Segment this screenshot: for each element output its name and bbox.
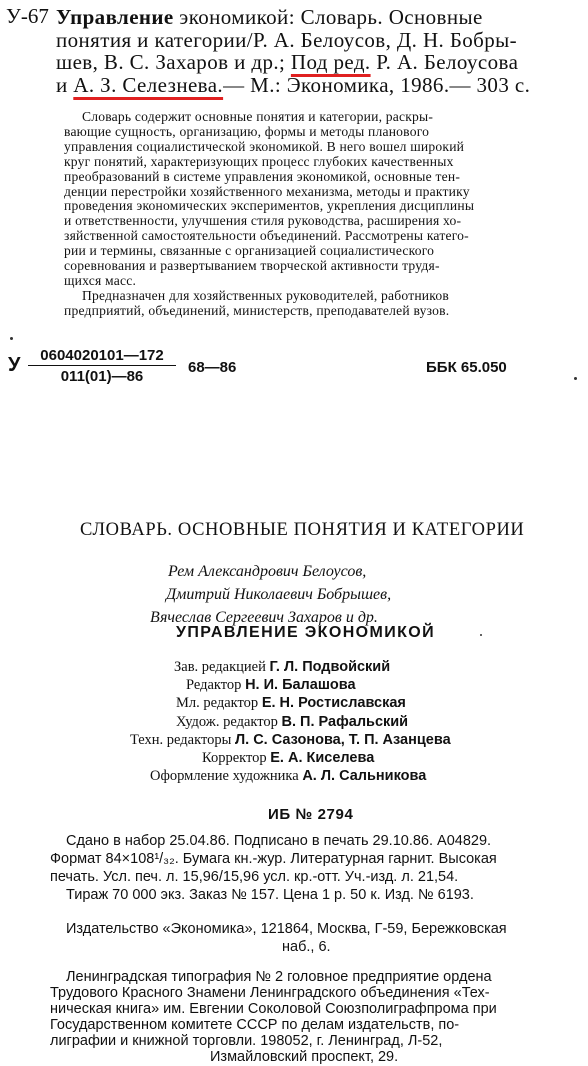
audience-line: Предназначен для хозяйственных руководителей, работников — [82, 287, 450, 303]
entry-line-4-pre: и — [56, 72, 74, 97]
printer-line: Государственном комитете СССР по делам издательств, по- — [50, 1017, 460, 1033]
staff-role: Худож. редактор — [176, 713, 282, 730]
speck-mark — [574, 377, 577, 380]
staff-row — [120, 713, 540, 731]
abstract-line: зяйственной самостоятельности объединений. Рассмотрены катего- — [64, 228, 469, 244]
catalog-code: У-67 — [6, 4, 49, 28]
staff-role: Зав. редакцией — [174, 659, 270, 675]
publisher-line: наб., 6. — [282, 939, 331, 955]
entry-line-3-pre: шев, В. С. Захаров и др.; — [56, 50, 291, 74]
audience-line: предприятий, объединений, министерств, преподавателей вузов. — [64, 302, 450, 318]
print-line: Сдано в набор 25.04.86. Подписано в печать 29.10.86. А04829. — [66, 833, 492, 849]
abstract-line: вающие сущность, организацию, формы и методы планового — [64, 123, 430, 139]
staff-name: Е. А. Киселева — [270, 750, 375, 767]
author-line: Рем Александрович Белоусов, — [168, 563, 367, 580]
printer-line: лиграфии и книжной торговли. 198052, г. Ленинград, Л-52, — [50, 1033, 443, 1049]
abstract-line: управления социалистической экономикой. В него вошел широкий — [64, 138, 465, 154]
abstract-line: щихся масс. — [64, 272, 137, 288]
classification-code: 68—86 — [188, 359, 237, 376]
author-line: Вячеслав Сергеевич Захаров и др. — [150, 609, 378, 626]
staff-name: Е. Н. Ростиславская — [261, 695, 406, 712]
abstract-line: преобразований в системе управления экономикой, основные тен- — [64, 168, 461, 184]
abstract-line: и ответственности, улучшения стиля руководства, расширения хо- — [64, 213, 462, 229]
staff-role: Редактор — [186, 677, 246, 694]
staff-role: Оформление художника — [150, 768, 303, 785]
staff-row — [120, 658, 540, 676]
printer-line: Измайловский проспект, 29. — [210, 1049, 399, 1065]
staff-name: Л. С. Сазонова, Т. П. Азанцева — [234, 731, 451, 748]
editorial-staff — [120, 658, 540, 785]
author-list — [150, 560, 391, 629]
staff-row — [120, 749, 540, 767]
coeditor-underlined: А. З. Селезнева. — [73, 72, 224, 97]
print-line: Формат 84×108¹/₃₂. Бумага кн.-жур. Литературная гарнит. Высокая — [50, 851, 497, 867]
staff-row — [120, 676, 540, 694]
staff-name: В. П. Рафальский — [281, 713, 409, 730]
fraction-numerator: 0604020101—172 — [28, 347, 176, 366]
abstract-line: денции перестройки хозяйственного механизма, методы и практику — [64, 183, 470, 199]
book-title: УПРАВЛЕНИЕ ЭКОНОМИКОЙ — [176, 624, 436, 641]
speck-mark — [10, 337, 13, 340]
classification-letter: У — [8, 354, 21, 376]
ib-number: ИБ № 2794 — [268, 806, 354, 823]
abstract-line: круг понятий, характеризующих процесс глубоких качественных — [64, 153, 454, 169]
classification-fraction — [28, 347, 176, 385]
entry-line-1 — [56, 6, 582, 29]
fraction-denominator: 011(01)—86 — [60, 368, 144, 385]
printer-info — [50, 969, 580, 1065]
series-title: СЛОВАРЬ. ОСНОВНЫЕ ПОНЯТИЯ И КАТЕГОРИИ — [80, 520, 525, 540]
staff-row — [120, 731, 540, 749]
staff-row — [120, 694, 540, 712]
abstract — [64, 110, 584, 319]
entry-line-1-rest: экономикой: Словарь. Основные — [173, 5, 483, 29]
abstract-line: соревнования и развертыванием творческой активности трудя- — [64, 258, 440, 274]
author-line: Дмитрий Николаевич Бобрышев, — [166, 586, 392, 603]
staff-row — [120, 767, 540, 785]
print-details — [50, 832, 580, 904]
entry-line-4 — [56, 74, 582, 97]
print-line: печать. Усл. печ. л. 15,96/15,96 усл. кр.-отт. Уч.-изд. л. 21,54. — [50, 869, 459, 885]
bibliographic-entry — [56, 6, 582, 96]
bbk-code: ББК 65.050 — [426, 359, 507, 376]
abstract-line: Словарь содержит основные понятия и категории, раскры- — [82, 109, 434, 124]
staff-role: Корректор — [202, 750, 271, 767]
staff-name: Г. Л. Подвойский — [269, 659, 391, 675]
abstract-line: рии и термины, связанные с организацией социалистического — [64, 243, 435, 259]
entry-line-3 — [56, 51, 582, 74]
staff-role: Мл. редактор — [176, 695, 262, 712]
printer-line: Ленинградская типография № 2 головное предприятие ордена — [66, 969, 492, 985]
publisher-line: Издательство «Экономика», 121864, Москва, Г-59, Бережковская — [66, 921, 507, 937]
staff-role: Техн. редакторы — [130, 731, 235, 748]
print-line: Тираж 70 000 экз. Заказ № 157. Цена 1 р. 50 к. Изд. № 6193. — [66, 887, 474, 903]
editor-underlined: Под ред. — [290, 50, 371, 74]
abstract-line: проведения экономических экспериментов, укрепления дисциплины — [64, 198, 475, 214]
speck-mark — [480, 634, 482, 636]
printer-line: Трудового Красного Знамени Ленинградского объединения «Тех- — [50, 985, 490, 1001]
entry-line-2: понятия и категории/Р. А. Белоусов, Д. Н. Бобры- — [56, 27, 518, 52]
entry-line-3-post: Р. А. Белоусова — [370, 50, 519, 74]
entry-title-bold: Управление — [56, 5, 174, 29]
staff-name: А. Л. Сальникова — [302, 768, 427, 785]
printer-line: ническая книга» им. Евгении Соколовой Союзполиграфпрома при — [50, 1001, 497, 1017]
publisher-info — [50, 920, 580, 956]
staff-name: Н. И. Балашова — [245, 677, 356, 694]
entry-line-4-post: — М.: Экономика, 1986.— 303 с. — [223, 72, 531, 97]
